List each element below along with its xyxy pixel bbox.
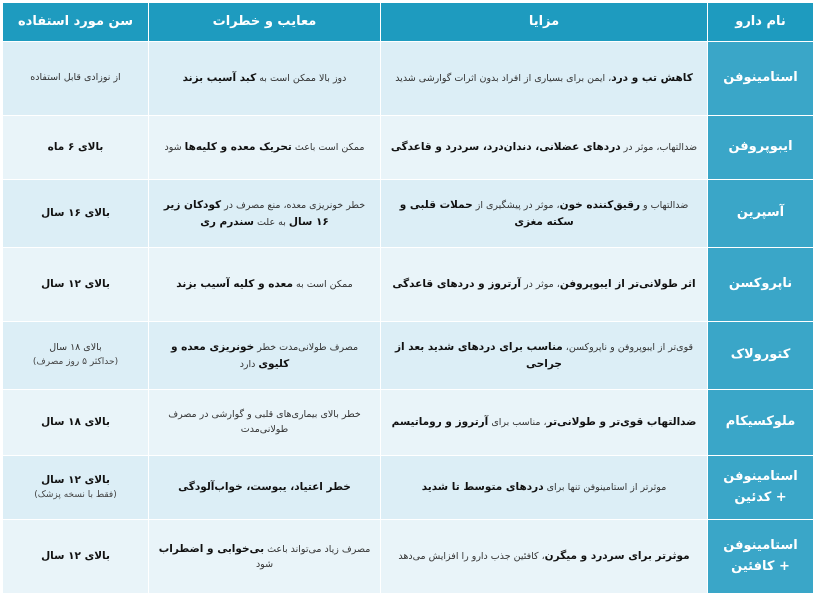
disadvantages-cell [149,116,381,180]
text-run: ، موثر در پیشگیری از [472,199,560,211]
disadvantages-cell [149,456,381,520]
text-run: ، ایمن برای بسیاری از افراد بدون اثرات گوارشی شدید [395,73,612,85]
age-note: (حداکثر ۵ روز مصرف) [32,357,119,368]
disadvantages-cell [149,390,381,456]
text-run: ممکن است باعث [291,142,365,154]
bold-text: کودکان زیر ۱۶ سال [163,198,329,228]
advantages-cell [381,520,708,594]
text-run: دوز بالا ممکن است به [256,73,347,85]
text-run: خطر خونریزی معده، منع مصرف در [221,199,366,211]
age-text: بالای ۱۲ سال [41,278,110,291]
age-text: از نوزادی قابل استفاده [30,72,121,84]
table-row [3,116,814,180]
text-run: ممکن است به [292,279,353,291]
text-run: شود [164,142,185,154]
table-row [3,456,814,520]
advantages-cell [381,116,708,180]
age-text: بالای ۱۲ سال [41,550,110,563]
text-run: موثرتر از استامینوفن تنها برای [543,482,667,494]
age-cell [3,42,149,116]
bold-text: حملات قلبی و سکته مغزی [399,198,574,228]
age-text: بالای ۱۸ سال [49,341,102,353]
bold-text: خونریزی معده و کلیوی [170,340,290,370]
disadvantages-cell [149,248,381,322]
bold-text: مناسب برای دردهای شدید بعد از جراحی [394,340,563,370]
bold-text: ضدالتهاب قوی‌تر و طولانی‌تر [546,416,697,429]
age-cell [3,456,149,520]
header-disadvantages: معایب و خطرات [149,3,381,42]
disadvantages-cell [149,42,381,116]
text-run: شود [255,558,274,570]
text-run: ، مناسب برای [488,417,547,429]
bold-text: اثر طولانی‌تر از ایبوپروفن [559,278,696,291]
advantages-cell [381,456,708,520]
text-run: به علت [253,216,289,228]
bold-text: تحریک معده و کلیه‌ها [184,141,292,154]
table-row [3,180,814,248]
bold-text: خطر اعتیاد، یبوست، خواب‌آلودگی [178,481,351,494]
drug-name-cell: کتورولاک [708,322,814,390]
drug-name-cell: آسپرین [708,180,814,248]
age-text: بالای ۶ ماه [47,141,104,154]
advantages-cell [381,180,708,248]
drug-name-cell: استامینوفن [708,42,814,116]
text-run: مصرف طولانی‌مدت خطر [254,341,359,353]
age-text: بالای ۱۲ سال [41,473,110,486]
text-run: ، کافئین جذب دارو را افزایش می‌دهد [398,551,545,563]
drug-name-cell: ناپروکسن [708,248,814,322]
bold-text: سندرم ری [200,215,254,228]
text-run: ضدالتهاب، موثر در [620,142,698,154]
advantages-cell [381,322,708,390]
text-run: قوی‌تر از ایبوپروفن و ناپروکسن، [562,341,694,353]
text-run: ، موثر در [521,279,560,291]
bold-text: رقیق‌کننده خون [559,198,640,211]
age-cell [3,116,149,180]
age-text: بالای ۱۸ سال [41,416,110,429]
table-row [3,520,814,594]
header-age: سن مورد استفاده [3,3,149,42]
drug-name-cell: ایبوپروفن [708,116,814,180]
drug-name-cell: استامینوفن + کافئین [708,520,814,594]
disadvantages-cell [149,180,381,248]
bold-text: آرتروز و روماتیسم [391,416,489,429]
table-body [3,42,814,594]
age-cell [3,248,149,322]
table-row [3,322,814,390]
drug-comparison-table [2,2,814,594]
advantages-cell [381,42,708,116]
drug-name-cell: استامینوفن + کدئین [708,456,814,520]
bold-text: بی‌خوابی و اضطراب [158,542,265,555]
age-cell [3,180,149,248]
table-row [3,248,814,322]
age-text: بالای ۱۶ سال [41,207,110,220]
text-run: مصرف زیاد می‌تواند باعث [264,543,371,555]
text-run: دارد [239,358,259,370]
bold-text: معده و کلیه آسیب بزند [176,278,293,291]
age-note: (فقط با نسخه پزشک) [34,490,117,501]
table-row [3,390,814,456]
advantages-cell [381,390,708,456]
bold-text: آرتروز و دردهای قاعدگی [392,278,522,291]
bold-text: دردهای متوسط تا شدید [421,481,544,494]
age-cell [3,390,149,456]
text-run: ضدالتهاب و [640,199,689,211]
header-advantages: مزایا [381,3,708,42]
age-cell [3,322,149,390]
bold-text: دردهای عضلانی، دندان‌درد، سردرد و قاعدگی [390,141,621,154]
header-drug-name: نام دارو [708,3,814,42]
text-run: خطر بالای بیماری‌های قلبی و گوارشی در مصرف طولانی‌مدت [168,408,361,435]
advantages-cell [381,248,708,322]
bold-text: کاهش تب و درد [611,72,693,85]
disadvantages-cell [149,322,381,390]
bold-text: موثرتر برای سردرد و میگرن [544,550,690,563]
header-row [3,3,814,42]
table-row [3,42,814,116]
disadvantages-cell [149,520,381,594]
bold-text: کبد آسیب بزند [182,72,257,85]
drug-name-cell: ملوکسیکام [708,390,814,456]
age-cell [3,520,149,594]
